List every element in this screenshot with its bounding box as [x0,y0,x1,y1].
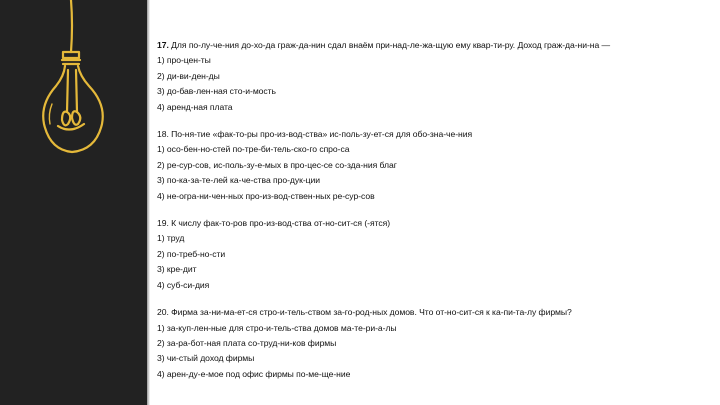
question-text-line [157,305,712,320]
question-text: По-ня-тие «фак-то-ры про-из-вод-ства» ис-поль-зу-ет-ся для обо-зна-че-ния [171,129,473,140]
question-text: Фирма за-ни-ма-ет-ся стро-и-тель-ством за-го-род-ных домов. Что от-но-сит-ся к ка-пи-та-лу фирмы? [171,307,572,318]
question-number: 19. [157,218,169,229]
answer-option: 1) труд [157,233,185,244]
answer-option: 4) аренд-ная плата [157,101,233,112]
panel-edge-shadow [147,0,150,405]
answer-option: 1) про-цен-ты [157,55,211,66]
question-text-line [157,216,712,231]
question-text: К числу фак-то-ров про-из-вод-ства от-но-сит-ся (-ятся) [171,218,391,229]
question-text: Для по-лу-че-ния до-хо-да граж-да-нин сдал внаём при-над-ле-жа-щую ему квар-ти-ру. Доход граж-да-ни-на — [171,40,611,50]
answer-option: 2) ди-ви-ден-ды [157,70,220,81]
question-19 [157,216,712,293]
question-number: 20. [157,307,169,318]
question-17 [157,38,712,115]
question-20 [157,305,712,382]
question-number: 17. [157,40,169,50]
answer-option: 2) ре-сур-сов, ис-поль-зу-е-мых в про-цес-се со-зда-ния благ [157,159,397,170]
answer-option: 4) суб-си-дия [157,279,210,290]
answer-option: 4) арен-ду-е-мое под офис фирмы по-ме-ще-ние [157,368,351,379]
answer-option: 1) за-куп-лен-ные для стро-и-тель-ства домов ма-те-ри-а-лы [157,322,397,333]
answer-option: 3) кре-дит [157,264,197,275]
decorative-side-panel [0,0,147,405]
answer-option: 4) не-огра-ни-чен-ных про-из-вод-ствен-ных ре-сур-сов [157,190,375,201]
answer-option: 1) осо-бен-но-стей по-тре-би-тель-ско-го спро-са [157,144,350,155]
questions-list [157,38,712,394]
question-18 [157,127,712,204]
question-text-line [157,38,712,53]
answer-option: 2) за-ра-бот-ная плата со-труд-ни-ков фирмы [157,337,337,348]
question-text-line [157,127,712,142]
lightbulb-icon [18,0,128,180]
answer-option: 3) по-ка-за-те-лей ка-че-ства про-дук-ции [157,175,321,186]
answer-option: 3) чи-стый доход фирмы [157,353,255,364]
answer-option: 3) до-бав-лен-ная сто-и-мость [157,86,276,97]
question-number: 18. [157,129,169,140]
answer-option: 2) по-треб-но-сти [157,248,226,259]
